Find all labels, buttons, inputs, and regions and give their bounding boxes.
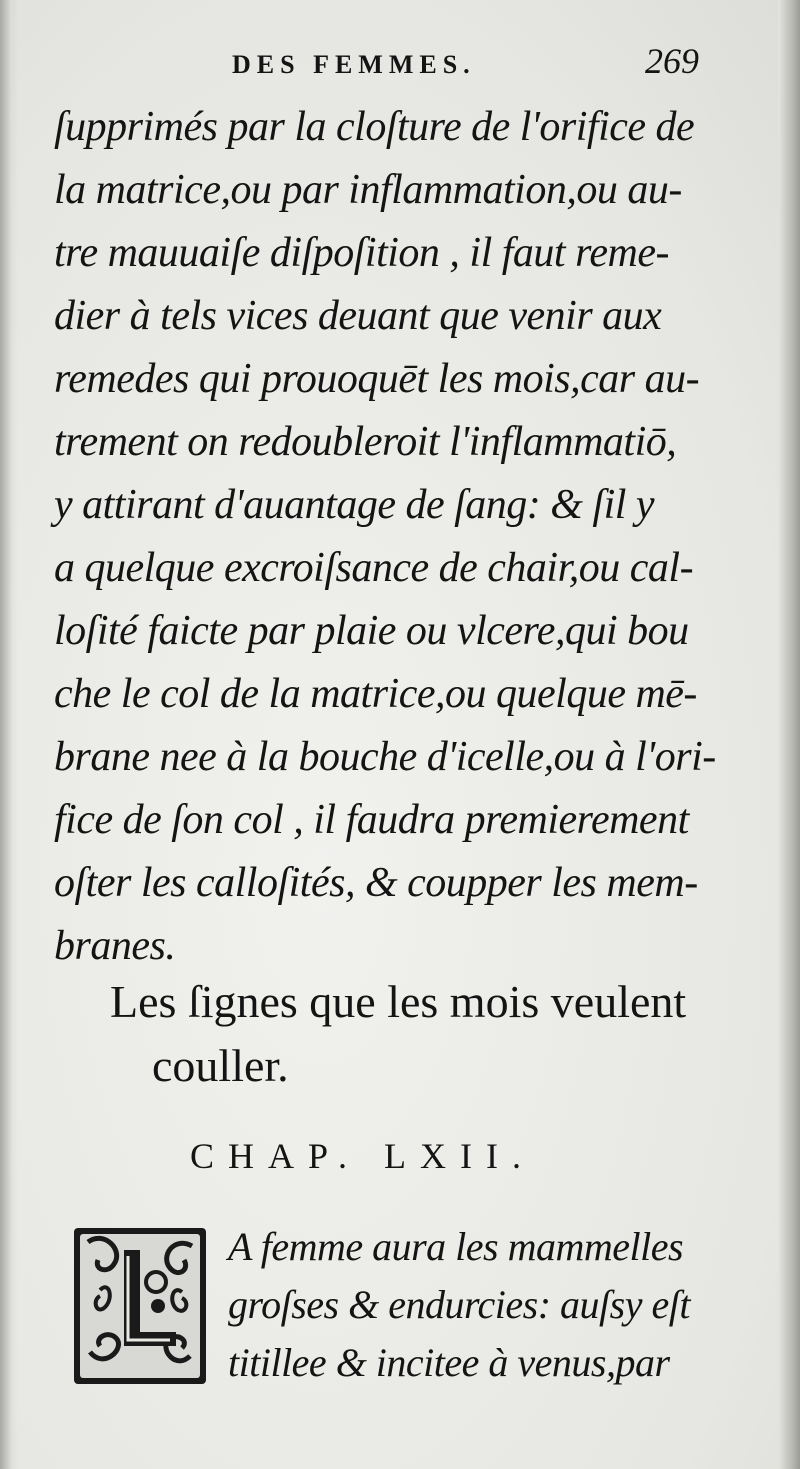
- text-line: A femme aura les mammelles: [228, 1224, 684, 1269]
- body-paragraph: [54, 96, 744, 978]
- text-line: branes.: [54, 923, 176, 969]
- text-line: groſses & endurcies: auſsy eſt: [228, 1282, 690, 1327]
- decorated-initial-letter: [64, 1220, 216, 1392]
- page-header: [0, 40, 800, 90]
- text-line: remedes qui prouoquēt les mois,car au-: [54, 356, 700, 402]
- section-heading-line-1: Les ſignes que les mois veulent: [110, 976, 687, 1027]
- chapter-label: CHAP. LXII.: [190, 1136, 536, 1176]
- text-line: la matrice,ou par inflammation,ou au-: [54, 167, 682, 213]
- text-line: titillee & incitee à venus,par: [228, 1340, 670, 1385]
- page-number: 269: [645, 41, 699, 81]
- running-head: DES FEMMES.: [232, 50, 476, 79]
- ornament-initial-icon: [64, 1220, 216, 1392]
- text-line: dier à tels vices deuant que venir aux: [54, 293, 662, 339]
- text-line: loſité faicte par plaie ou vlcere,qui bou: [54, 608, 689, 654]
- text-line: tre mauuaiſe diſpoſition , il faut reme-: [54, 230, 669, 276]
- text-line: trement on redoubleroit l'inflammatiō,: [54, 419, 677, 465]
- section-heading-line-2: couller.: [152, 1040, 289, 1091]
- text-line: a quelque excroiſsance de chair,ou cal-: [54, 545, 694, 591]
- text-line: y attirant d'auantage de ſang: & ſil y: [54, 482, 655, 528]
- text-line: fice de ſon col , il faudra premierement: [54, 797, 689, 843]
- page-gutter-shadow: [0, 0, 12, 1469]
- text-line: ſupprimés par la cloſture de l'orifice de: [54, 104, 695, 150]
- section-heading: [110, 970, 750, 1098]
- text-line: oſter les calloſités, & coupper les mem-: [54, 860, 698, 906]
- text-line: brane nee à la bouche d'icelle,ou à l'ori-: [54, 734, 716, 780]
- text-line: che le col de la matrice,ou quelque mē-: [54, 671, 697, 717]
- page-edge: [778, 0, 800, 1469]
- chapter-opening-text: [228, 1218, 748, 1392]
